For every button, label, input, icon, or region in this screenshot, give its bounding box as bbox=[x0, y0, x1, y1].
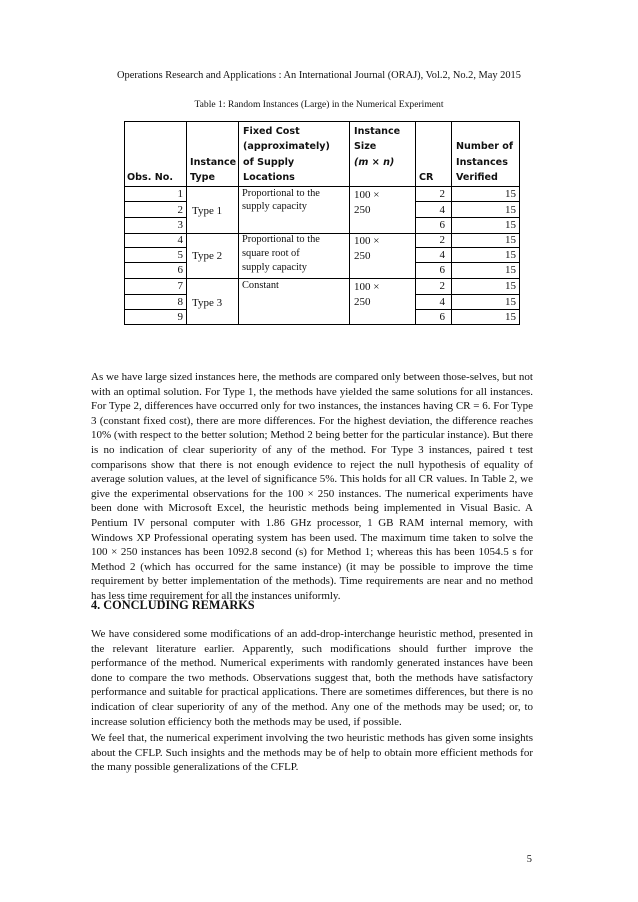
header-obs-no: Obs. No. bbox=[127, 172, 173, 183]
group-3-type: Type 3 bbox=[192, 297, 223, 309]
header-num-3: Verified bbox=[456, 172, 498, 183]
group-1-type: Type 1 bbox=[192, 205, 223, 217]
row-9-obs: 9 bbox=[177, 311, 183, 323]
paragraph-results: As we have large sized instances here, the methods are compared only between those-selves, but not with an optimal solution. For Type 1, the methods have yielded the same solutions for all instances. For Type 2, differences have occurred only for two instances, the instances having CR = 6. For Type 3 (constant fixed cost), there are more differences. For the highest deviation, the difference reaches 10% (with respect to the better solution; Method 2 being better for the particular instance). But there is no indication of clear superiority of any of the method. For Type 3 instances, paired t test comparisons show that there is not enough evidence to reject the null hypothesis of equality of average solution values, at the level of significance 5%. This holds for all CR values. In Table 2, we give the experimental observations for the 100 × 250 instances. The numerical experiments have been done with Microsoft Excel, the heuristic methods being implemented in Visual Basic. A Pentium IV personal computer with 1.86 GHz processor, 1 GB RAM internal memory, with Windows XP Professional operating system has been used. The maximum time taken to solve the 100 × 250 instances has been 1092.8 second (s) for Method 1; whereas this has been 1054.5 s for Method 2 (which has occurred for the same instance) (it may be possible to improve the time requirement by better implementation of the methods). Time requirements are near and no method has less time requirement for all the instances uniformly. bbox=[91, 371, 534, 602]
row-5-cr: 4 bbox=[439, 249, 445, 261]
row-4-cr: 2 bbox=[439, 234, 445, 246]
row-2-obs: 2 bbox=[177, 204, 183, 216]
header-instance-type-2: Type bbox=[190, 172, 216, 183]
header-instance-type-1: Instance bbox=[190, 157, 237, 168]
row-6-obs: 6 bbox=[177, 264, 183, 276]
group-1-cost-1: Proportional to the bbox=[242, 188, 320, 199]
group-2-size-2: 250 bbox=[354, 250, 371, 262]
row-8-cr: 4 bbox=[439, 296, 445, 308]
page-number: 5 bbox=[526, 854, 532, 865]
header-fixed-cost-3: of Supply bbox=[243, 157, 295, 168]
header-size-2: Size bbox=[354, 141, 377, 152]
row-3-obs: 3 bbox=[177, 219, 183, 231]
row-5-count: 15 bbox=[505, 249, 516, 261]
group-2-size-1: 100 × bbox=[354, 235, 380, 247]
group-1-cost-2: supply capacity bbox=[242, 201, 307, 212]
group-3-size-2: 250 bbox=[354, 296, 371, 308]
row-6-cr: 6 bbox=[439, 264, 445, 276]
group-1-size-1: 100 × bbox=[354, 189, 380, 201]
row-7-obs: 7 bbox=[177, 280, 183, 292]
group-3-size-1: 100 × bbox=[354, 281, 380, 293]
header-fixed-cost-1: Fixed Cost bbox=[243, 126, 300, 137]
group-1-size-2: 250 bbox=[354, 204, 371, 216]
row-7-cr: 2 bbox=[439, 280, 445, 292]
data-table bbox=[124, 121, 520, 325]
group-3-cost-1: Constant bbox=[242, 280, 279, 291]
paragraph-concluding: We have considered some modifications of an add-drop-interchange heuristic method, presented in the relevant literature earlier. Apparently, such modifications should further improve the performance of the method. Numerical experiments with randomly generated instances have been done to compare the two methods. Observations suggest that, both the methods have satisfactory performance and suitable for practical applications. There are sometimes differences, but there is no indication of clear superiority of any of the method. Any one of the methods may be used; or, to increase solution efficiency both the methods may be used, if possible. bbox=[91, 628, 533, 728]
header-fixed-cost-2: (approximately) bbox=[243, 141, 330, 152]
header-fixed-cost-4: Locations bbox=[243, 172, 295, 183]
row-7-count: 15 bbox=[505, 280, 516, 292]
row-6-count: 15 bbox=[505, 264, 516, 276]
group-2-cost-2: square root of bbox=[242, 248, 300, 259]
row-8-count: 15 bbox=[505, 296, 516, 308]
running-head: Operations Research and Applications : An International Journal (ORAJ), Vol.2, No.2, May 2015 bbox=[117, 70, 521, 81]
row-1-obs: 1 bbox=[177, 188, 183, 200]
paragraph-final: We feel that, the numerical experiment involving the two heuristic methods has given some insights about the CFLP. Such insights and the methods may be of help to obtain more efficient methods for the many possible generalizations of the CFLP. bbox=[91, 732, 533, 774]
group-2-cost-3: supply capacity bbox=[242, 262, 307, 273]
row-3-count: 15 bbox=[505, 219, 516, 231]
row-5-obs: 5 bbox=[177, 249, 183, 261]
row-2-count: 15 bbox=[505, 204, 516, 216]
header-num-2: Instances bbox=[456, 157, 508, 168]
row-8-obs: 8 bbox=[177, 296, 183, 308]
row-2-cr: 4 bbox=[439, 204, 445, 216]
header-size-3: (m × n) bbox=[354, 157, 395, 168]
row-3-cr: 6 bbox=[439, 219, 445, 231]
row-1-count: 15 bbox=[505, 188, 516, 200]
section-title: 4. CONCLUDING REMARKS bbox=[91, 598, 255, 612]
header-cr: CR bbox=[419, 172, 434, 183]
group-2-cost-1: Proportional to the bbox=[242, 234, 320, 245]
row-9-count: 15 bbox=[505, 311, 516, 323]
header-size-1: Instance bbox=[354, 126, 401, 137]
header-num-1: Number of bbox=[456, 141, 514, 152]
row-4-count: 15 bbox=[505, 234, 516, 246]
table-caption: Table 1: Random Instances (Large) in the Numerical Experiment bbox=[194, 99, 444, 110]
group-2-type: Type 2 bbox=[192, 250, 223, 262]
row-4-obs: 4 bbox=[177, 234, 183, 246]
row-9-cr: 6 bbox=[439, 311, 445, 323]
row-1-cr: 2 bbox=[439, 188, 445, 200]
